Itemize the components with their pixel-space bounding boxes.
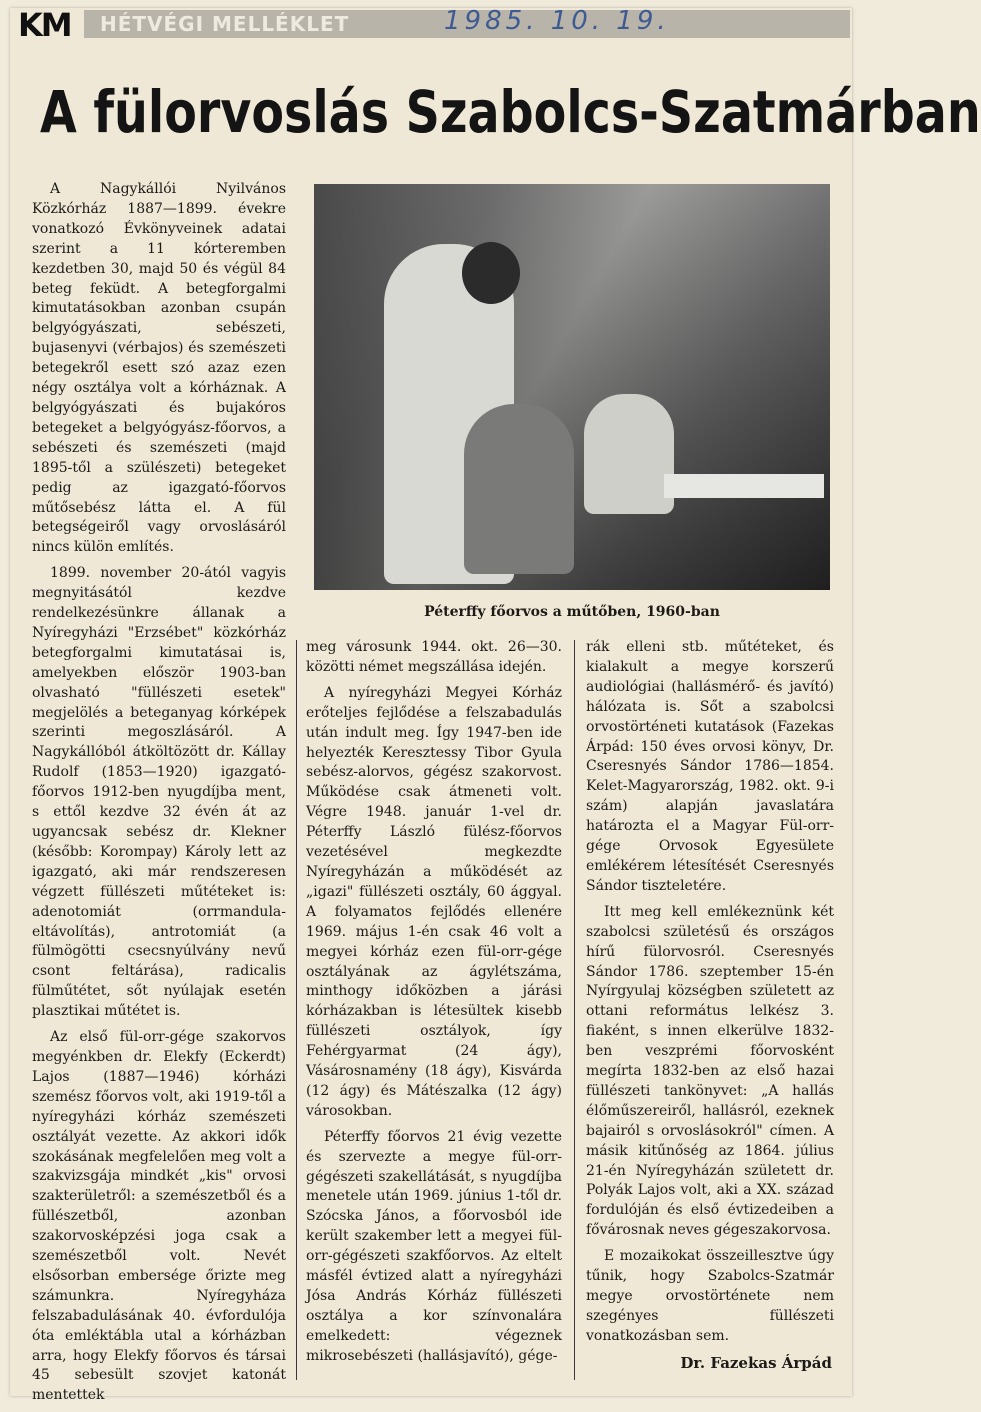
paragraph: E mozaikokat összeillesztve úgy tűnik, hogy Szabolcs-Szatmár megye orvostörténete nem szegényes füllészeti vonatkozásban sem.: [586, 1248, 834, 1344]
photo-doctor-head: [462, 242, 520, 304]
paragraph: 1899. november 20-ától vagyis megnyitásától kezdve rendelkezésünkre állanak a Nyíregyházi "Erzsébet" közkórház betegforgalmi kimutatásai is, amelyekben először 1903-ban olvasható "füllészeti esetek" megjelölés a beteganyag kórképek szerinti megoszlásáról. A Nagykállóból átköltözött dr. Kállay Rudolf (1853—1920) igazgató-főorvos 1912-ben nyugdíjba ment, s ettől kezdve 32 évén át az ugyancsak sebész dr. Klekner (később: Korompay) Károly lett az igazgató, aki már rendszeresen végzett füllészeti műtéteket is: adenotomiát (orrmandula-eltávolítás), antrotomiát (a fülmögötti csecsnyúlvány nevű csont feltárása), radicalis fülműtétet, sőt nyúlajak esetén plasztikai műtétet is.: [32, 565, 286, 1020]
paragraph: Az első fül-orr-gége szakorvos megyénkben dr. Elekfy (Eckerdt) Lajos (1887—1946) kórházi szemész főorvos volt, aki 1919-től a nyíregyházi kórház szemészeti osztályát vezette. Az akkori idők szokásának megfelelően meg volt a szakvizsgája mindkét „kis" orvosi szakterületről: a szemészetből és a füllészetből, azonban szakorvosképzési joga csak a szemészetből volt. Nevét elsősorban embersége őrizte meg számunkra. Nyíregyháza felszabadulásának 40. évfordulója óta emléktábla utal a kórházban arra, hogy Elekfy főorvos és társai 45 sebesült szovjet katonát mentettek: [32, 1029, 286, 1404]
paragraph: Péterffy főorvos 21 évig vezette és szervezte a megye fül-orr-gégészeti szakellátását, s nyugdíjba menetele után 1969. június 1-től dr. Szócska János, a főorvosból ide került szakember lett a megyei fül-orr-gégészeti szakfőorvos. Az eltelt másfél évtized alatt a nyíregyházi Jósa András Kórház füllészeti osztálya a kor színvonalára emelkedett: végeznek mikrosebészeti (hallásjavító), gége-: [306, 1128, 562, 1364]
headline: A fülorvoslás Szabolcs-Szatmárban: [40, 78, 981, 146]
photo-patient-figure: [464, 404, 574, 574]
author-signature: Dr. Fazekas Árpád: [680, 1354, 832, 1372]
article-column-2: [306, 638, 562, 1373]
paragraph: meg városunk 1944. okt. 26—30. közötti német megszállása idején.: [306, 639, 562, 675]
paragraph: rák elleni stb. műtéteket, és kialakult a megye korszerű audiológiai (hallásmérő- és javító) hálózata is. Sőt a szabolcsi orvostörténeti kutatások (Fazekas Árpád: 150 éves orvosi könyv, Dr. Cseresnyés Sándor 1786—1854. Kelet-Magyarország, 1982. okt. 9-i szám) alapján javaslatára határozta el a Magyar Fül-orr-gége Orvosok Egyesülete emlékérem létesítését Cseresnyés Sándor tiszteletére.: [586, 639, 834, 894]
photo-instrument-table: [664, 474, 824, 498]
column-divider: [574, 640, 575, 1380]
article-column-3: [586, 638, 834, 1353]
section-label: HÉTVÉGI MELLÉKLET: [100, 12, 350, 36]
paragraph: Itt meg kell emlékeznünk két szabolcsi születésű és országos hírű fülorvosról. Cseresnyés Sándor 1786. szeptember 15-én Nyírgyulaj községben született az ottani református lelkész 3. fiaként, s innen elkerülve 1832-ben veszprémi főorvosként megírta 1832-ben az első hazai füllészeti tankönyvet: „A hallás élőműszereiről, hallásról, ezeknek bajairól s orvoslásokról" címen. A másik kitűnőség az 1864. július 21-én Nyíregyházán született dr. Polyák Lajos volt, aki a XX. század fordulóján és első évtizedeiben a fővárosnak neves gégeszakorvosa.: [586, 903, 834, 1239]
paragraph: A nyíregyházi Megyei Kórház erőteljes fejlődése a felszabadulás után indult meg. Így 1947-ben ide helyezték Keresztessy Tibor Gyula sebész-alorvos, gégész szakorvost. Működése csak átmeneti volt. Végre 1948. január 1-vel dr. Péterffy László fülész-főorvos vezetésével megkezdte Nyíregyházán a működését az „igazi" füllészeti osztály, 60 ággyal. A folyamatos fejlődés ellenére 1969. május 1-én csak 46 volt a megyei kórház ezen fül-orr-gége osztályának az ágylétszáma, minthogy időközben a járási kórházakban is létesültek kisebb füllészeti osztályok, így Fehérgyarmat (24 ágy), Vásárosnamény (18 ágy), Kisvárda (12 ágy) és Mátészalka (12 ágy) városokban.: [306, 684, 562, 1119]
photo-nurse-figure: [584, 394, 674, 514]
section-bar: [84, 6, 850, 38]
km-logo: KM: [18, 6, 71, 44]
handwritten-date: 1985. 10. 19.: [444, 6, 670, 36]
paragraph: A Nagykállói Nyilvános Közkórház 1887—1899. évekre vonatkozó Évkönyveinek adatai szerint a 11 kórteremben kezdetben 30, majd 50 és végül 84 beteg feküdt. A betegforgalmi kimutatásokban azonban csupán belgyógyászati, sebészeti, bujasenyvi (vérbajos) és szemészeti betegekről esett szó azaz ezen négy osztálya volt a kórháznak. A belgyógyászati és bujakóros betegeket a belgyógyász-főorvos, a sebészeti és szemészeti (majd 1895-től a szülészeti) betegeket pedig az igazgató-főorvos műtősebész látta el. A fül betegségeiről vagy orvoslásáról nincs külön említés.: [32, 181, 286, 556]
article-photo: [314, 184, 830, 590]
photo-caption: Péterffy főorvos a műtőben, 1960-ban: [424, 604, 720, 620]
article-column-1: [32, 180, 286, 1412]
masthead: [14, 6, 850, 44]
column-divider: [296, 640, 297, 1380]
